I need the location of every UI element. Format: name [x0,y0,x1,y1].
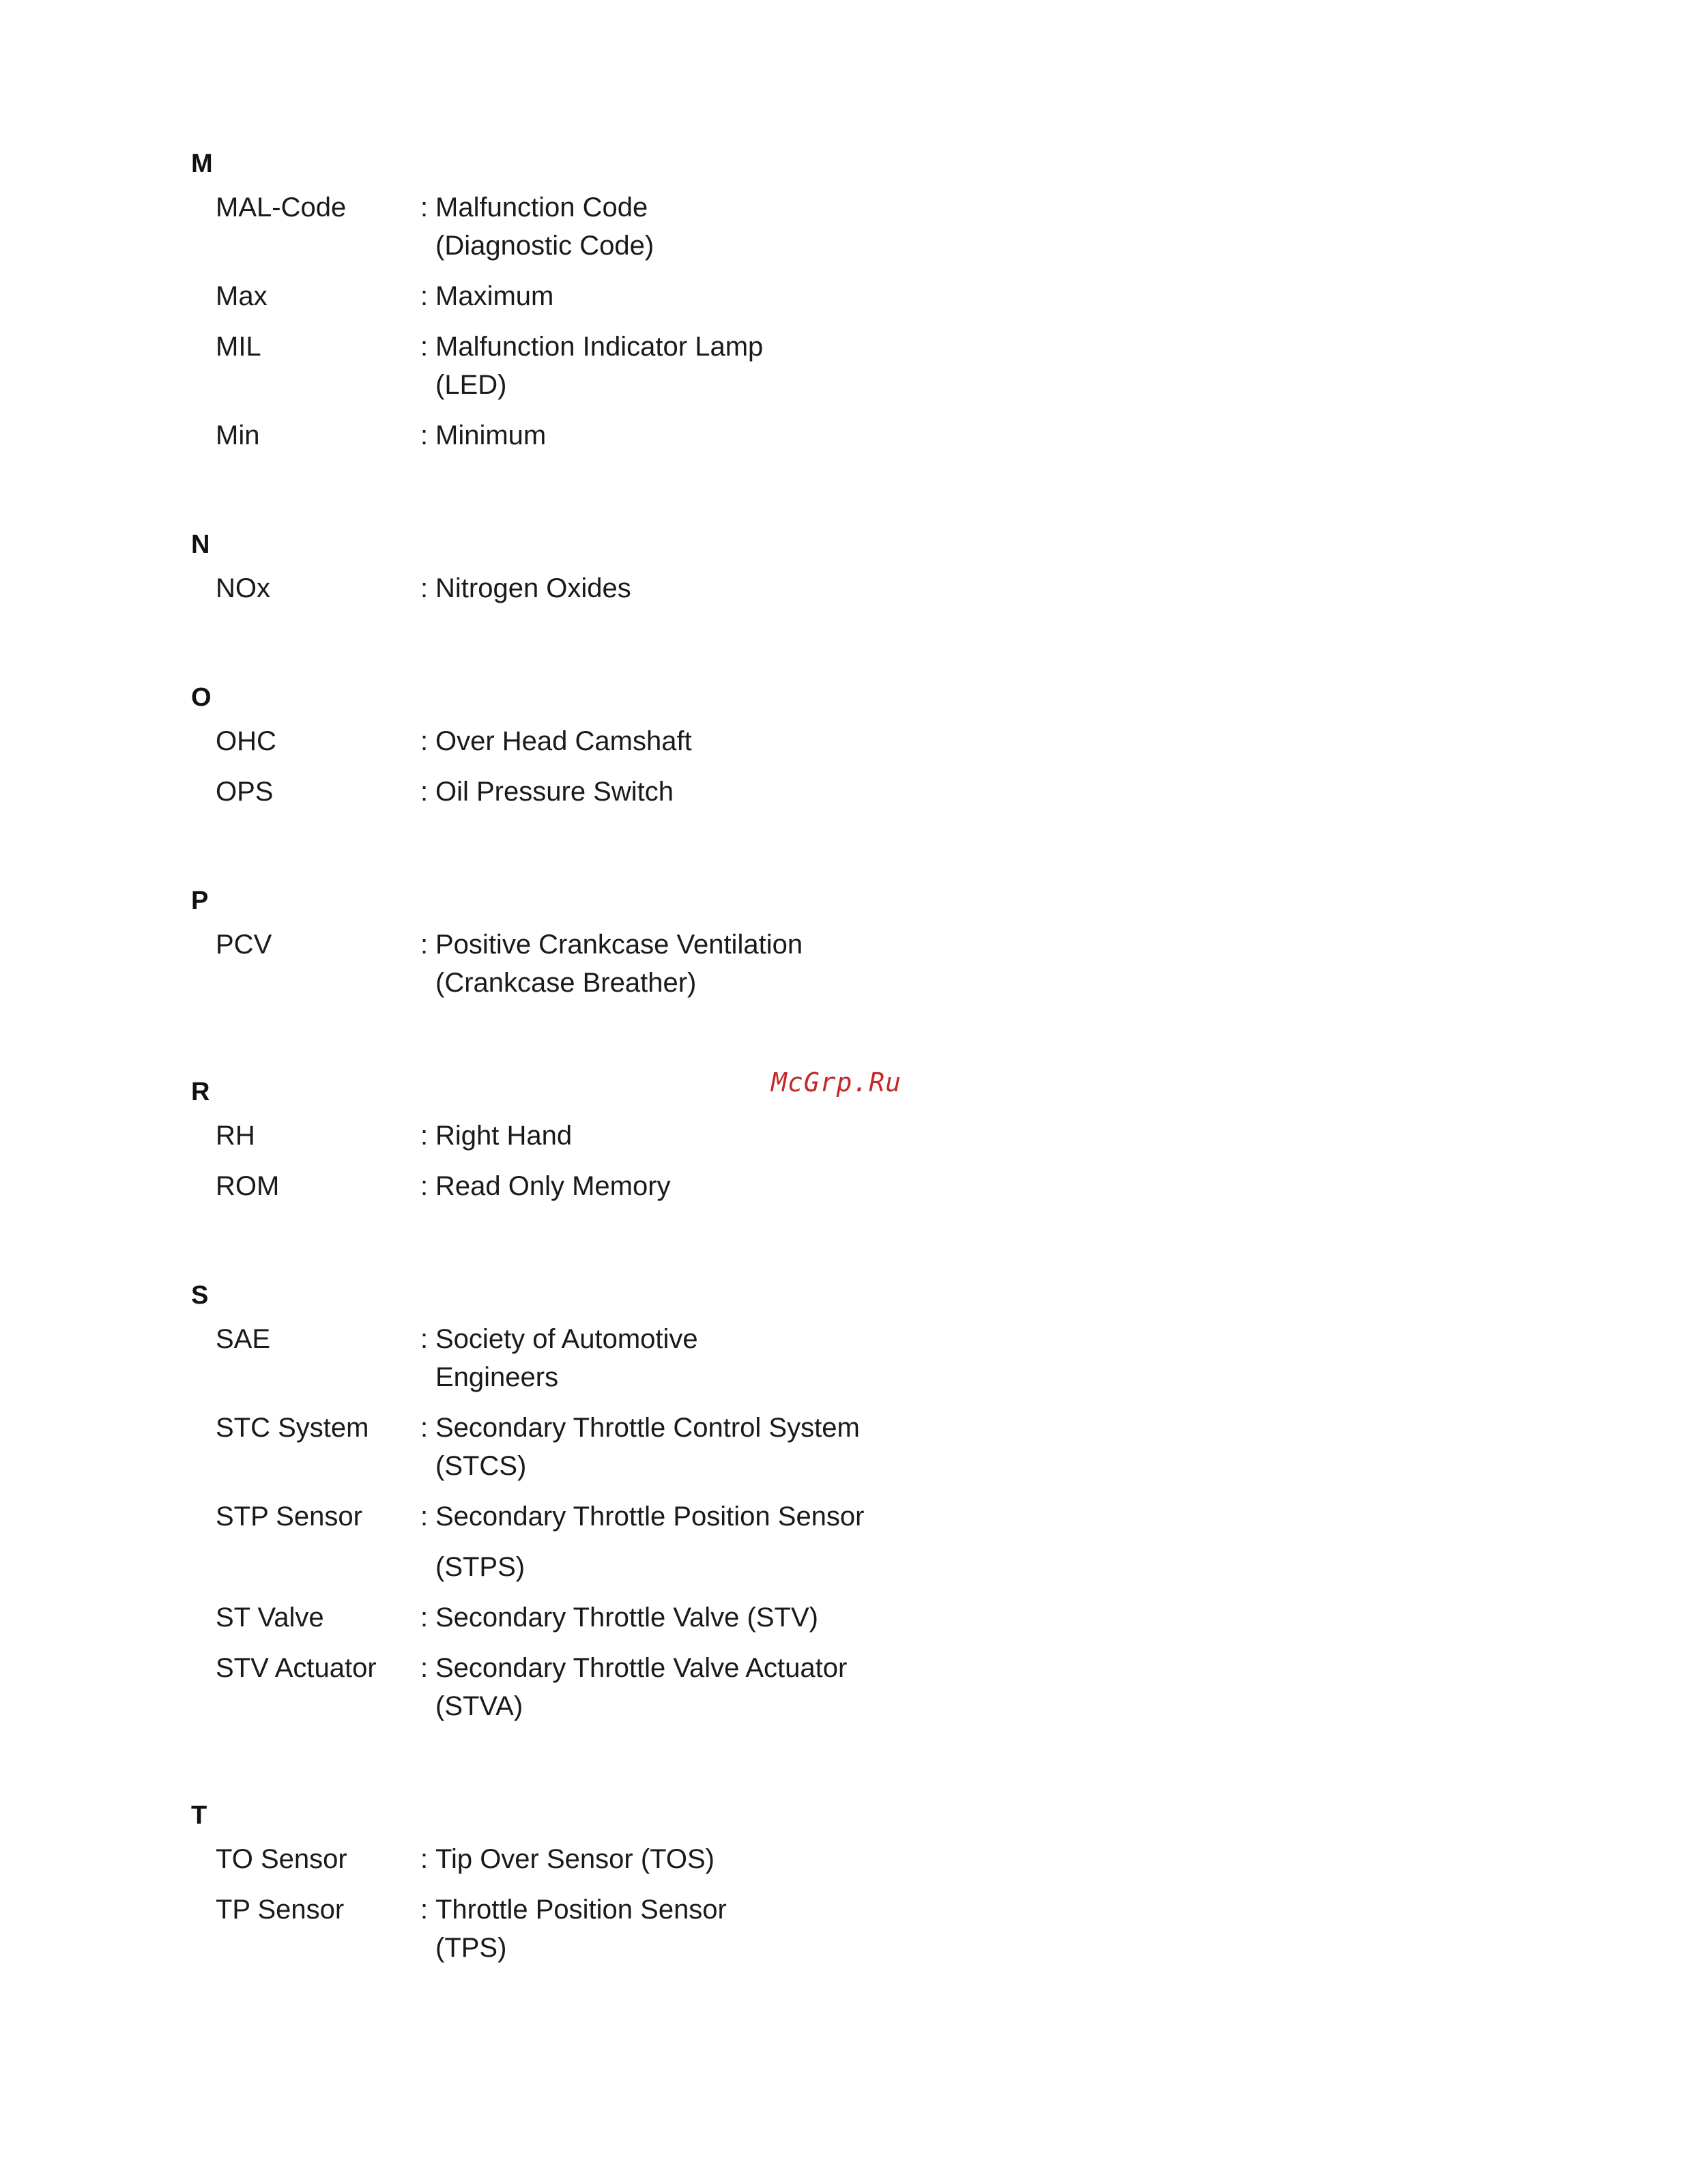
section-letter-heading: T [191,1801,207,1830]
abbreviation-term: Max [216,281,268,311]
abbreviation-term: NOx [216,573,270,603]
definition-line: (STVA) [435,1691,523,1721]
glossary-entry [191,1598,1147,1637]
abbreviation-term: STP Sensor [216,1502,362,1532]
abbreviation-term: TO Sensor [216,1844,347,1874]
definition-line: Secondary Throttle Valve Actuator [435,1653,848,1683]
glossary-entry [191,1840,1147,1878]
abbreviation-definition [435,722,927,760]
abbreviation-term: PCV [216,930,272,960]
term-separator: : [420,192,429,222]
glossary-entry [191,773,1147,811]
term-separator: : [420,1171,429,1201]
section-letter-heading: R [191,1078,210,1106]
abbreviation-definition [435,1117,927,1155]
definition-line: (Crankcase Breather) [435,968,697,998]
term-separator: : [420,1603,429,1633]
section-letter-heading: M [191,149,213,178]
definition-line: Positive Crankcase Ventilation [435,930,803,960]
term-separator: : [420,726,429,756]
abbreviation-term: STV Actuator [216,1653,377,1683]
abbreviation-term: OPS [216,777,274,807]
definition-line: (STCS) [435,1451,527,1481]
watermark-text: McGrp.Ru [771,1067,902,1097]
term-separator: : [420,1324,429,1354]
glossary-entry [191,328,1147,404]
definition-line: Throttle Position Sensor [435,1895,727,1925]
definition-line: (Diagnostic Code) [435,231,654,261]
section-p [191,882,1147,1002]
abbreviation-term: TP Sensor [216,1895,345,1925]
definition-line: Read Only Memory [435,1171,671,1201]
term-separator: : [420,1121,429,1151]
abbreviation-definition [435,1891,927,1967]
term-separator: : [420,1502,429,1532]
section-o [191,678,1147,811]
section-letter-heading: O [191,683,212,712]
definition-line: Over Head Camshaft [435,726,692,756]
definition-line: Secondary Throttle Valve (STV) [435,1603,818,1633]
abbreviation-term: ST Valve [216,1603,324,1633]
glossary-entry [191,188,1147,265]
glossary-entry [191,1320,1147,1396]
glossary-entry [191,416,1147,455]
definition-line: Secondary Throttle Position Sensor [435,1502,865,1532]
term-separator: : [420,1844,429,1874]
section-letter-heading: S [191,1281,209,1310]
abbreviation-term: OHC [216,726,276,756]
term-separator: : [420,332,429,362]
abbreviation-definition [435,188,927,265]
term-separator: : [420,1895,429,1925]
abbreviation-definition [435,925,927,1002]
abbreviation-definition [435,1167,927,1205]
glossary-entry [191,1409,1147,1485]
glossary-entry [191,1891,1147,1967]
glossary-entry [191,1649,1147,1725]
abbreviation-definition [435,773,927,811]
term-separator: : [420,281,429,311]
abbreviation-definition [435,1649,927,1725]
abbreviation-term: SAE [216,1324,271,1354]
definition-line: Secondary Throttle Control System [435,1413,860,1443]
abbreviation-term: MIL [216,332,261,362]
definition-line: (STPS) [435,1552,525,1582]
abbreviation-glossary [191,145,1147,2038]
abbreviation-term: ROM [216,1171,280,1201]
definition-line: (LED) [435,370,507,400]
glossary-entry [191,1497,1147,1586]
abbreviation-definition [435,1497,927,1586]
glossary-entry [191,722,1147,760]
section-letter-heading: N [191,530,210,559]
abbreviation-definition [435,1598,927,1637]
definition-line: Tip Over Sensor (TOS) [435,1844,715,1874]
abbreviation-definition [435,416,927,455]
abbreviation-definition [435,1840,927,1878]
section-n [191,526,1147,607]
definition-line: Nitrogen Oxides [435,573,631,603]
term-separator: : [420,1413,429,1443]
definition-line: (TPS) [435,1933,507,1963]
section-s [191,1276,1147,1725]
abbreviation-term: RH [216,1121,255,1151]
section-m [191,145,1147,455]
glossary-entry [191,1167,1147,1205]
abbreviation-definition [435,569,927,607]
definition-line: Right Hand [435,1121,573,1151]
abbreviation-definition [435,328,927,404]
term-separator: : [420,420,429,450]
term-separator: : [420,930,429,960]
definition-line: Minimum [435,420,547,450]
definition-line: Oil Pressure Switch [435,777,674,807]
abbreviation-term: STC System [216,1413,369,1443]
definition-line: Maximum [435,281,554,311]
definition-line: Malfunction Indicator Lamp [435,332,764,362]
section-letter-heading: P [191,887,209,915]
abbreviation-term: MAL-Code [216,192,347,222]
abbreviation-definition [435,1320,927,1396]
term-separator: : [420,1653,429,1683]
abbreviation-definition [435,277,927,315]
glossary-entry [191,277,1147,315]
abbreviation-definition [435,1409,927,1485]
term-separator: : [420,573,429,603]
section-r [191,1073,1147,1205]
definition-line: Engineers [435,1362,559,1392]
section-t [191,1796,1147,1967]
term-separator: : [420,777,429,807]
abbreviation-term: Min [216,420,260,450]
glossary-entry [191,1117,1147,1155]
glossary-entry [191,925,1147,1002]
definition-line: Malfunction Code [435,192,648,222]
definition-line: Society of Automotive [435,1324,698,1354]
glossary-entry [191,569,1147,607]
